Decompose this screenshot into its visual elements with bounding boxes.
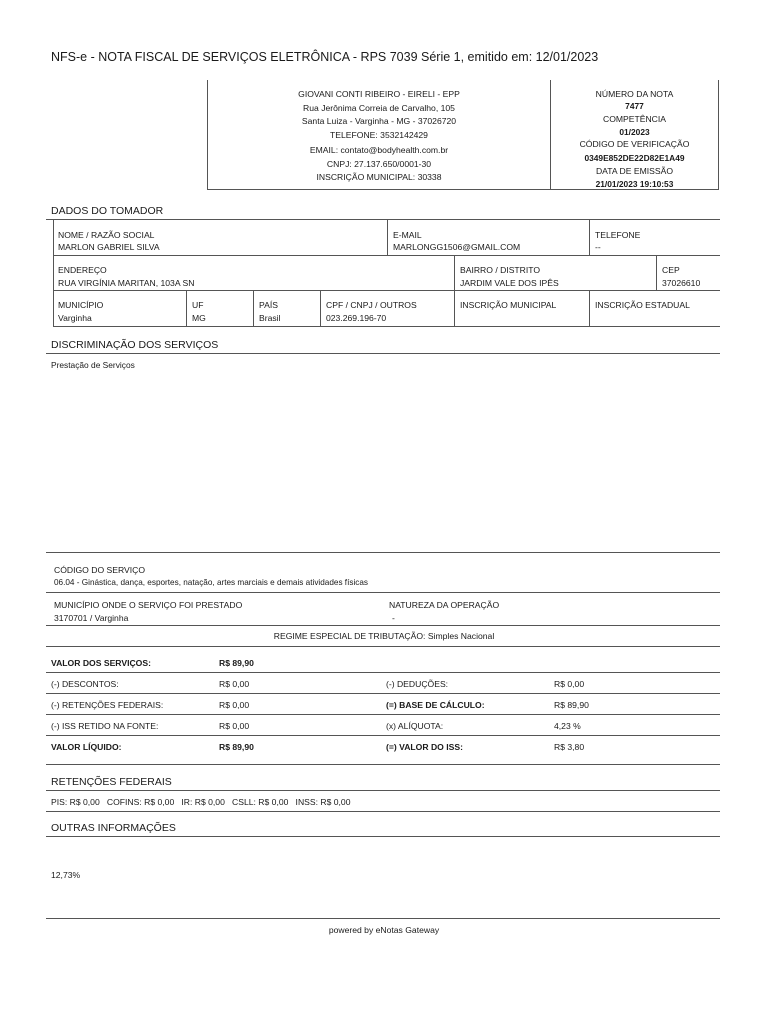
invoice-number-label: NÚMERO DA NOTA: [595, 89, 674, 99]
federal-retentions-value: R$ 0,00: [219, 700, 250, 710]
divider: [46, 836, 720, 837]
services-description: Prestação de Serviços: [51, 360, 135, 370]
tax-rate-value: 4,23 %: [554, 721, 581, 731]
issuer-city: Santa Luiza - Varginha - MG - 37026720: [301, 116, 457, 126]
other-info-text: 12,73%: [51, 870, 81, 880]
service-place: 3170701 / Varginha: [54, 613, 129, 623]
divider: [53, 291, 54, 326]
issue-date: 21/01/2023 19:10:53: [595, 179, 674, 189]
issuer-cnpj: CNPJ: 27.137.650/0001-30: [326, 159, 432, 169]
customer-state-reg-label: INSCRIÇÃO ESTADUAL: [595, 300, 690, 310]
issuer-phone: TELEFONE: 3532142429: [330, 130, 428, 140]
iss-retained-value: R$ 0,00: [219, 721, 250, 731]
issue-date-label: DATA DE EMISSÃO: [595, 166, 674, 176]
issuer-block: [207, 80, 550, 190]
divider: [53, 255, 720, 256]
iss-value: R$ 3,80: [554, 742, 585, 752]
services-value: R$ 89,90: [219, 658, 254, 668]
customer-country-label: PAÍS: [259, 300, 278, 310]
customer-address: RUA VIRGÍNIA MARITAN, 103A SN: [58, 278, 195, 288]
divider: [46, 714, 720, 715]
tax-rate-label: (x) ALÍQUOTA:: [386, 721, 444, 731]
divider: [53, 220, 54, 255]
divider: [46, 552, 720, 553]
service-code-label: CÓDIGO DO SERVIÇO: [54, 565, 146, 575]
divider: [46, 790, 720, 791]
customer-name: MARLON GABRIEL SILVA: [58, 242, 160, 252]
divider: [656, 256, 657, 290]
divider: [53, 326, 720, 327]
divider: [387, 220, 388, 255]
divider: [46, 672, 720, 673]
customer-municipal-reg-label: INSCRIÇÃO MUNICIPAL: [460, 300, 557, 310]
services-section-title: DISCRIMINAÇÃO DOS SERVIÇOS: [51, 339, 219, 351]
divider: [454, 291, 455, 326]
issuer-email: EMAIL: contato@bodyhealth.com.br: [309, 145, 449, 155]
document-title: NFS-e - NOTA FISCAL DE SERVIÇOS ELETRÔNICA - RPS 7039 Série 1, emitido em: 12/01/2023: [51, 50, 599, 64]
divider: [186, 291, 187, 326]
tax-base-label: (=) BASE DE CÁLCULO:: [386, 700, 485, 710]
iss-value-label: (=) VALOR DO ISS:: [386, 742, 463, 752]
divider: [46, 693, 720, 694]
divider: [454, 256, 455, 290]
divider: [53, 290, 720, 291]
footer-powered-by: powered by eNotas Gateway: [328, 925, 440, 935]
divider: [46, 625, 720, 626]
divider: [46, 646, 720, 647]
operation-nature: -: [392, 613, 395, 623]
discounts-label: (-) DESCONTOS:: [51, 679, 119, 689]
competence-label: COMPETÊNCIA: [602, 114, 667, 124]
deductions-label: (-) DEDUÇÕES:: [386, 679, 449, 689]
retentions-section-title: RETENÇÕES FEDERAIS: [51, 776, 172, 788]
customer-uf-label: UF: [192, 300, 204, 310]
service-code: 06.04 - Ginástica, dança, esportes, natação, artes marciais e demais atividades físicas: [54, 578, 369, 587]
competence-value: 01/2023: [619, 127, 650, 137]
operation-nature-label: NATUREZA DA OPERAÇÃO: [389, 600, 500, 610]
verification-code: 0349E852DE22D82E1A49: [584, 153, 685, 163]
customer-district-label: BAIRRO / DISTRITO: [460, 265, 541, 275]
divider: [589, 291, 590, 326]
deductions-value: R$ 0,00: [554, 679, 585, 689]
divider: [46, 353, 720, 354]
divider: [46, 811, 720, 812]
issuer-name: GIOVANI CONTI RIBEIRO - EIRELI - EPP: [298, 89, 460, 99]
tax-regime: REGIME ESPECIAL DE TRIBUTAÇÃO: Simples Nacional: [273, 631, 495, 641]
other-info-section-title: OUTRAS INFORMAÇÕES: [51, 822, 176, 834]
services-value-label: VALOR DOS SERVIÇOS:: [51, 658, 151, 668]
federal-retentions-label: (-) RETENÇÕES FEDERAIS:: [51, 700, 164, 710]
tomador-section-title: DADOS DO TOMADOR: [51, 205, 164, 217]
customer-cep: 37026610: [662, 278, 701, 288]
divider: [53, 256, 54, 290]
customer-email-label: E-MAIL: [393, 230, 422, 240]
customer-city: Varginha: [58, 313, 92, 323]
customer-email: MARLONGG1506@GMAIL.COM: [393, 242, 521, 252]
discounts-value: R$ 0,00: [219, 679, 250, 689]
divider: [46, 219, 720, 220]
customer-doc-label: CPF / CNPJ / OUTROS: [326, 300, 417, 310]
customer-uf: MG: [192, 313, 206, 323]
divider: [46, 592, 720, 593]
verification-label: CÓDIGO DE VERIFICAÇÃO: [579, 139, 690, 149]
customer-doc: 023.269.196-70: [326, 313, 387, 323]
customer-phone-label: TELEFONE: [595, 230, 641, 240]
iss-retained-label: (-) ISS RETIDO NA FONTE:: [51, 721, 159, 731]
issuer-street: Rua Jerônima Correia de Carvalho, 105: [303, 103, 455, 113]
invoice-info-block: [550, 80, 719, 190]
net-value: R$ 89,90: [219, 742, 254, 752]
customer-district: JARDIM VALE DOS IPÊS: [460, 278, 559, 288]
customer-name-label: NOME / RAZÃO SOCIAL: [58, 230, 155, 240]
customer-city-label: MUNICÍPIO: [58, 300, 104, 310]
divider: [589, 220, 590, 255]
customer-phone: --: [595, 242, 601, 252]
divider: [320, 291, 321, 326]
retentions-line: PIS: R$ 0,00 COFINS: R$ 0,00 IR: R$ 0,00 CSLL: R$ 0,00 INSS: R$ 0,00: [51, 797, 351, 807]
tax-base-value: R$ 89,90: [554, 700, 589, 710]
net-value-label: VALOR LÍQUIDO:: [51, 742, 122, 752]
divider: [46, 918, 720, 919]
divider: [46, 735, 720, 736]
customer-address-label: ENDEREÇO: [58, 265, 107, 275]
issuer-municipal-reg: INSCRIÇÃO MUNICIPAL: 30338: [316, 172, 442, 182]
customer-cep-label: CEP: [662, 265, 680, 275]
divider: [46, 764, 720, 765]
service-place-label: MUNICÍPIO ONDE O SERVIÇO FOI PRESTADO: [54, 600, 243, 610]
divider: [253, 291, 254, 326]
customer-country: Brasil: [259, 313, 281, 323]
invoice-number: 7477: [625, 101, 644, 111]
